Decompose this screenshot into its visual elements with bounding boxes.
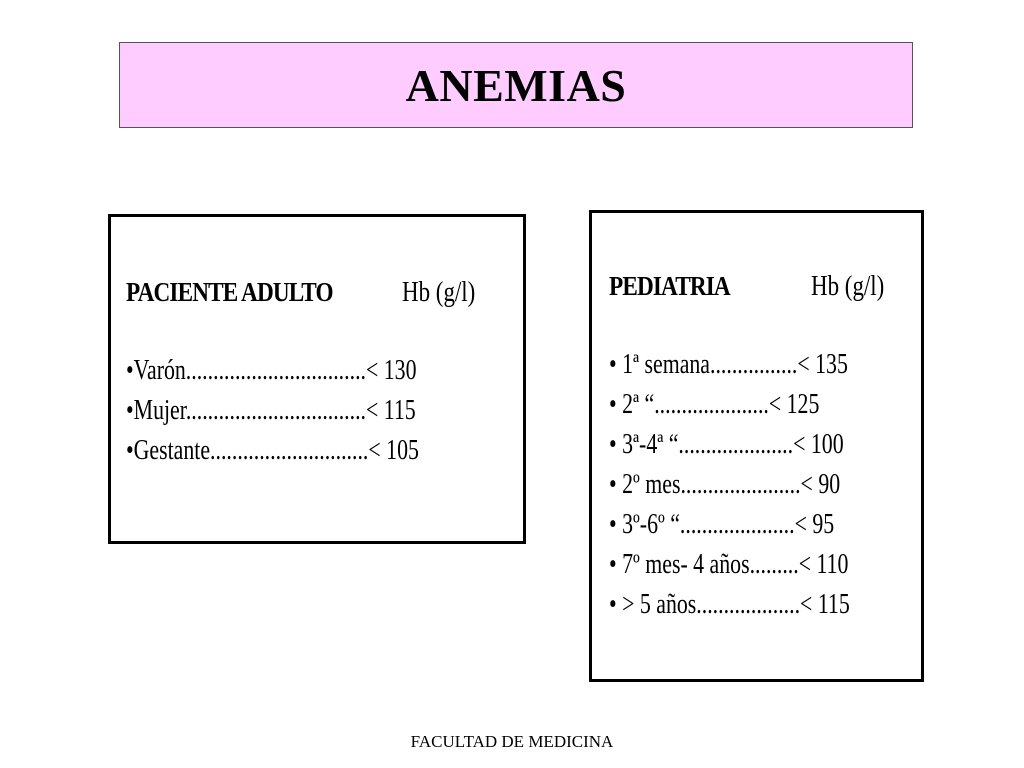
list-item: •Mujer.................................< 115 xyxy=(126,395,416,426)
adult-unit-label: Hb (g/l) xyxy=(402,277,476,308)
pediatric-box xyxy=(589,210,924,682)
list-item: •Varón.................................< 130 xyxy=(126,355,417,386)
list-item: • 3º-6º “.....................< 95 xyxy=(609,509,835,540)
list-item: •Gestante.............................< 105 xyxy=(126,435,419,466)
list-item: • 2º mes......................< 90 xyxy=(609,469,841,500)
pediatric-heading: PEDIATRIA xyxy=(609,271,730,301)
list-item: • 1ª semana................< 135 xyxy=(609,349,848,380)
page-title: ANEMIAS xyxy=(405,59,627,111)
list-item: • 7º mes- 4 años.........< 110 xyxy=(609,549,849,580)
pediatric-heading-wrap xyxy=(609,271,750,302)
adult-heading-wrap xyxy=(126,277,366,308)
pediatric-unit-label: Hb (g/l) xyxy=(811,271,885,302)
adult-patient-box xyxy=(108,214,526,544)
adult-heading: PACIENTE ADULTO xyxy=(126,277,333,307)
title-banner xyxy=(119,42,913,128)
list-item: • > 5 años...................< 115 xyxy=(609,589,850,620)
list-item: • 3ª-4ª “.....................< 100 xyxy=(609,429,844,460)
list-item: • 2ª “.....................< 125 xyxy=(609,389,820,420)
footer-text: FACULTAD DE MEDICINA xyxy=(410,732,614,751)
